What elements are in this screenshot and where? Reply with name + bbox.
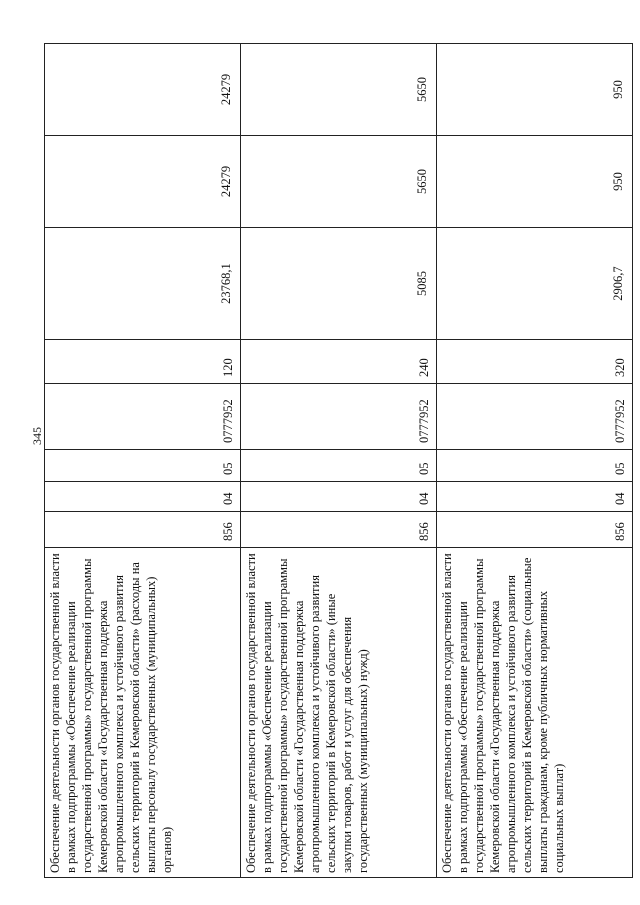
amount-2-cell: 5650 <box>241 136 437 228</box>
row-description: Обеспечение деятельности органов государственной власти в рамках подпрограммы «Обеспечение реализации государственной программы» государственной программы Кемеровской области «Государственная поддержка агропромышленного комплекса и устойчивого развития сельских территорий в Кемеровской области» (иные закупки товаров, работ и услуг для обеспечения государственных (муниципальных) нужд) <box>241 548 437 878</box>
table-row <box>437 44 633 878</box>
amount-3-cell: 950 <box>437 44 633 136</box>
expense-type-cell: 240 <box>241 340 437 384</box>
amount-1-cell: 2906,7 <box>437 228 633 340</box>
amount-2-cell: 24279 <box>45 136 241 228</box>
budget-table <box>44 43 633 878</box>
code-cell: 856 <box>241 512 437 548</box>
code-cell: 856 <box>45 512 241 548</box>
target-cell: 0777952 <box>241 384 437 450</box>
section-cell: 04 <box>45 482 241 512</box>
row-description: Обеспечение деятельности органов государственной власти в рамках подпрограммы «Обеспечение реализации государственной программы» государственной программы Кемеровской области «Государственная поддержка агропромышленного комплекса и устойчивого развития сельских территорий в Кемеровской области» (социальные выплаты гражданам, кроме публичных нормативных социальных выплат) <box>437 548 633 878</box>
table-row <box>241 44 437 878</box>
amount-3-cell: 24279 <box>45 44 241 136</box>
rotated-table-container <box>44 44 633 878</box>
target-cell: 0777952 <box>437 384 633 450</box>
page-number: 345 <box>30 427 44 445</box>
amount-2-cell: 950 <box>437 136 633 228</box>
subsection-cell: 05 <box>45 450 241 482</box>
table-row <box>45 44 241 878</box>
code-cell: 856 <box>437 512 633 548</box>
section-cell: 04 <box>437 482 633 512</box>
target-cell: 0777952 <box>45 384 241 450</box>
amount-3-cell: 5650 <box>241 44 437 136</box>
amount-1-cell: 5085 <box>241 228 437 340</box>
section-cell: 04 <box>241 482 437 512</box>
subsection-cell: 05 <box>437 450 633 482</box>
subsection-cell: 05 <box>241 450 437 482</box>
row-description: Обеспечение деятельности органов государственной власти в рамках подпрограммы «Обеспечение реализации государственной программы» государственной программы Кемеровской области «Государственная поддержка агропромышленного комплекса и устойчивого развития сельских территорий в Кемеровской области» (расходы на выплаты персоналу государственных (муниципальных) органов) <box>45 548 241 878</box>
expense-type-cell: 320 <box>437 340 633 384</box>
expense-type-cell: 120 <box>45 340 241 384</box>
amount-1-cell: 23768,1 <box>45 228 241 340</box>
